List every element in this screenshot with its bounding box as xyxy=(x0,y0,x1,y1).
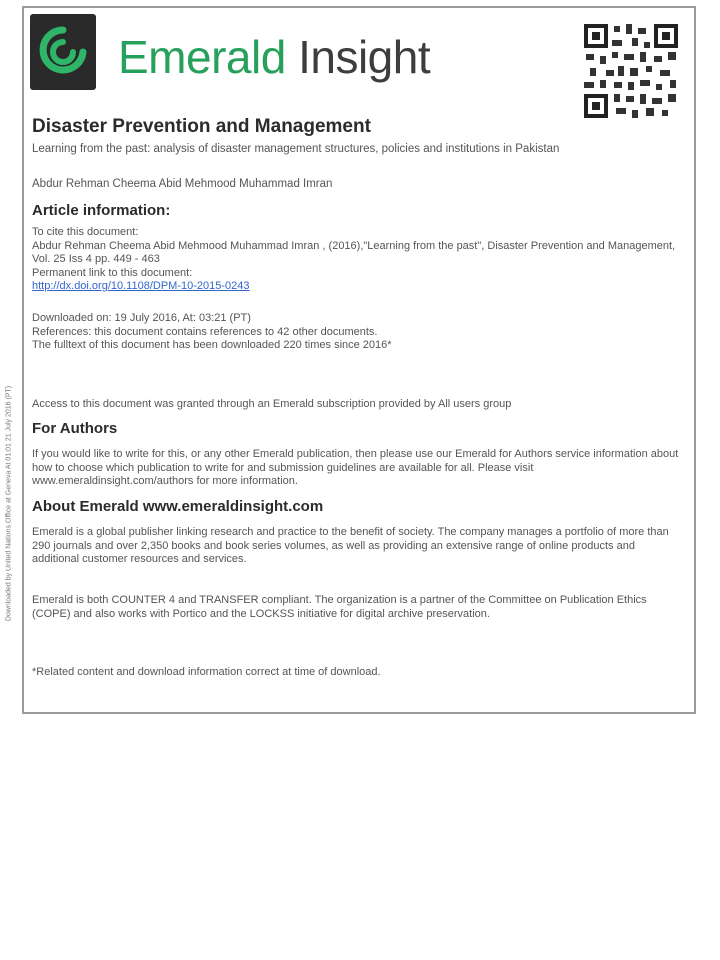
for-authors-heading: For Authors xyxy=(32,420,118,437)
download-side-note xyxy=(0,300,14,720)
for-authors-text: If you would like to write for this, or any other Emerald publication, then please use our Emerald for Authors service information about how to choose which publication to write for and submission guidelines are available for all. Please visit www.emeraldinsight.com/authors for more information. xyxy=(32,448,679,487)
article-information-heading: Article information: xyxy=(32,202,171,219)
article-title: Learning from the past: analysis of disaster management structures, policies and institutions in Pakistan xyxy=(32,143,560,155)
access-note: Access to this document was granted through an Emerald subscription provided by All users group xyxy=(32,398,512,410)
cite-label: To cite this document: xyxy=(32,226,139,238)
about-paragraph-1: Emerald is a global publisher linking research and practice to the benefit of society. The company manages a portfolio of more than 290 journals and over 2,350 books and book series volumes, as well as providing an extensive range of online products and additional customer resources and services. xyxy=(32,526,669,565)
journal-name: Disaster Prevention and Management xyxy=(32,116,371,137)
qr-code-icon xyxy=(582,22,680,120)
article-authors: Abdur Rehman Cheema Abid Mehmood Muhammad Imran xyxy=(32,178,333,190)
about-paragraph-2: Emerald is both COUNTER 4 and TRANSFER compliant. The organization is a partner of the Committee on Publication Ethics (COPE) and also works with Portico and the LOCKSS initiative for digital archive preservation. xyxy=(32,594,647,620)
about-emerald-heading: About Emerald www.emeraldinsight.com xyxy=(32,498,324,515)
fulltext-count: The fulltext of this document has been downloaded 220 times since 2016* xyxy=(32,339,392,351)
permalink-link[interactable]: http://dx.doi.org/10.1108/DPM-10-2015-0243 xyxy=(32,280,250,292)
downloaded-on: Downloaded on: 19 July 2016, At: 03:21 (PT) xyxy=(32,312,251,324)
citation-text: Abdur Rehman Cheema Abid Mehmood Muhammad Imran , (2016),"Learning from the past", Disaster Prevention and Management, Vol. 25 Iss 4 pp. 449 - 463 xyxy=(32,239,676,265)
emerald-insight-wordmark: Emerald Insight xyxy=(118,31,431,83)
download-info-note: *Related content and download information correct at time of download. xyxy=(32,666,381,678)
references-count: References: this document contains references to 42 other documents. xyxy=(32,325,378,338)
citation-block xyxy=(32,226,682,294)
permalink-label: Permanent link to this document: xyxy=(32,266,193,279)
side-note-text: Downloaded by United Nations Office at Geneva At 01:01 21 July 2016 (PT) xyxy=(5,385,13,622)
download-stats xyxy=(32,312,682,353)
emerald-logo-icon xyxy=(30,14,96,90)
